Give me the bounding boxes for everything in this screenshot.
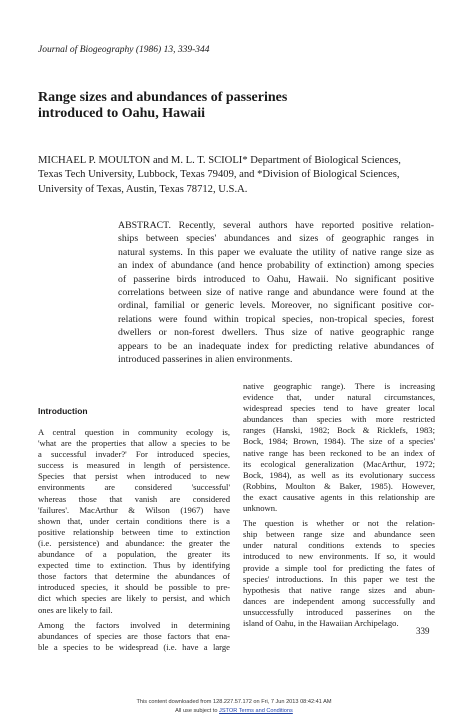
download-notice: This content downloaded from 128.227.57.172 on Fri, 7 Jun 2013 08:42:41 AM: [136, 699, 332, 705]
body-line: Bock, 1984; Brown, 1984). The size of a species': [243, 436, 435, 447]
abstract-line: dwellers or non-forest dwellers. Thus size of native geographic range: [118, 327, 434, 339]
body-line: native range has been reckoned to be an index of: [243, 447, 435, 458]
body-line: its ecological generalization (MacArthur, 1972;: [243, 458, 435, 469]
body-line: abundances than species with more restricted: [243, 414, 435, 425]
abstract-line: relations were found within tropical species, non-tropical species, forest: [118, 313, 434, 325]
author-line: MICHAEL P. MOULTON and M. L. T. SCIOLI* Department of Biological Sciences,: [38, 155, 401, 166]
body-line: species' introductions. In this paper we test the: [243, 573, 435, 584]
body-line: Among the factors involved in determining: [38, 619, 230, 630]
body-line: 'failures'. MacArthur & Wilson (1967) have: [38, 504, 230, 515]
abstract-line: introduced passerines in alien environments.: [118, 354, 293, 366]
body-line: Species that persist when introduced to new: [38, 471, 230, 482]
body-line: introduced species, it should be possible to pre-: [38, 582, 230, 593]
body-line: introduced to new environments. If so, it would: [243, 551, 435, 562]
body-line: ble a species to be widespread (i.e. have a large: [38, 641, 230, 652]
body-line: shown that, under certain conditions there is a: [38, 515, 230, 526]
body-line: provide a simple tool for predicting the fates of: [243, 562, 435, 573]
abstract-line: ABSTRACT. Recently, several authors have reported positive relation-: [118, 220, 434, 231]
abstract-line: ordinal, familial or generic levels. Moreover, no significant positive cor-: [118, 300, 434, 312]
terms-prefix: All use subject to: [175, 708, 220, 714]
abstract-line: natural systems. In this paper we evaluate the utility of native range size as: [118, 246, 434, 258]
body-line: the exact causative agents in this relationship are: [243, 491, 435, 502]
title-line: Range sizes and abundances of passerines: [38, 90, 288, 105]
jstor-terms-link[interactable]: JSTOR Terms and Conditions: [219, 708, 293, 714]
body-line: A central question in community ecology is,: [38, 427, 230, 437]
abstract: [118, 219, 434, 366]
body-line: dict which species are likely to persist, and which: [38, 593, 230, 604]
body-line: native geographic range). There is increasing: [243, 381, 435, 391]
body-line: abundance of a population, the greater its: [38, 549, 230, 560]
body-line: (Robbins, Moulton & Baker, 1985). However,: [243, 480, 435, 491]
body-line: widespread species tend to have greater local: [243, 403, 435, 414]
body-line: unsuccessfully introduced passerines on the: [243, 606, 435, 617]
abstract-line: ships between species' abundances and sizes of geographic ranges in: [118, 233, 434, 245]
author-line: University of Texas, Austin, Texas 78712, U.S.A.: [38, 183, 248, 195]
body-line: evidence that, under natural circumstances,: [243, 392, 435, 403]
journal-citation: Journal of Biogeography (1986) 13, 339-344: [38, 45, 210, 55]
body-line: (i.e. persistence) and abundance: the greater the: [38, 537, 230, 548]
body-line: 'what are the properties that allow a species to be: [38, 438, 230, 449]
terms-notice: [0, 708, 468, 714]
abstract-line: an index of abundance (and hence probability of extinction) among species: [118, 260, 434, 272]
body-line: Bock, 1984), as well as its evolutionary success: [243, 469, 435, 480]
body-line: ship between range size and abundance seen: [243, 529, 435, 540]
body-line: success is measured in length of persistence.: [38, 460, 230, 471]
article-title: [38, 90, 418, 122]
body-line: environments are considered 'successful': [38, 482, 230, 493]
title-line: introduced to Oahu, Hawaii: [38, 106, 205, 121]
body-line: unknown.: [243, 503, 278, 514]
body-column-right: [243, 381, 435, 629]
author-affiliations: [38, 154, 438, 197]
abstract-line: correlations between size of native range and abundance were found at the: [118, 287, 434, 299]
body-line: The question is whether or not the relation-: [243, 518, 435, 529]
body-line: under natural conditions extends to species: [243, 540, 435, 551]
body-line: island of Oahu, in the Hawaiian Archipelago.: [243, 617, 399, 628]
body-line: positive relationship between time to extinction: [38, 526, 230, 537]
body-line: ranges (Hanski, 1982; Bock & Ricklefs, 1983;: [243, 425, 435, 436]
body-line: hypothesis that native range sizes and abun-: [243, 584, 435, 595]
abstract-line: of passerine birds introduced to Oahu, Hawaii. No significant positive: [118, 273, 434, 285]
body-line: dances are independent among successfully and: [243, 595, 435, 606]
body-line: those factors that determine the abundances of: [38, 571, 230, 582]
section-heading-introduction: Introduction: [38, 406, 88, 416]
page-number: 339: [416, 626, 430, 636]
abstract-line: appears to be an inadequate index for predicting relative abundances of: [118, 340, 434, 352]
body-line: abundances of species are those factors that ena-: [38, 630, 230, 641]
body-line: expected time to extinction. Thus by identifying: [38, 560, 230, 571]
body-column-left: [38, 427, 230, 653]
body-line: whereas those that vanish are considered: [38, 493, 230, 504]
body-line: ones are likely to fail.: [38, 604, 113, 615]
author-line: Texas Tech University, Lubbock, Texas 79409, and *Division of Biological Sciences,: [38, 169, 400, 181]
body-line: a successful invader?' For introduced species,: [38, 449, 230, 460]
